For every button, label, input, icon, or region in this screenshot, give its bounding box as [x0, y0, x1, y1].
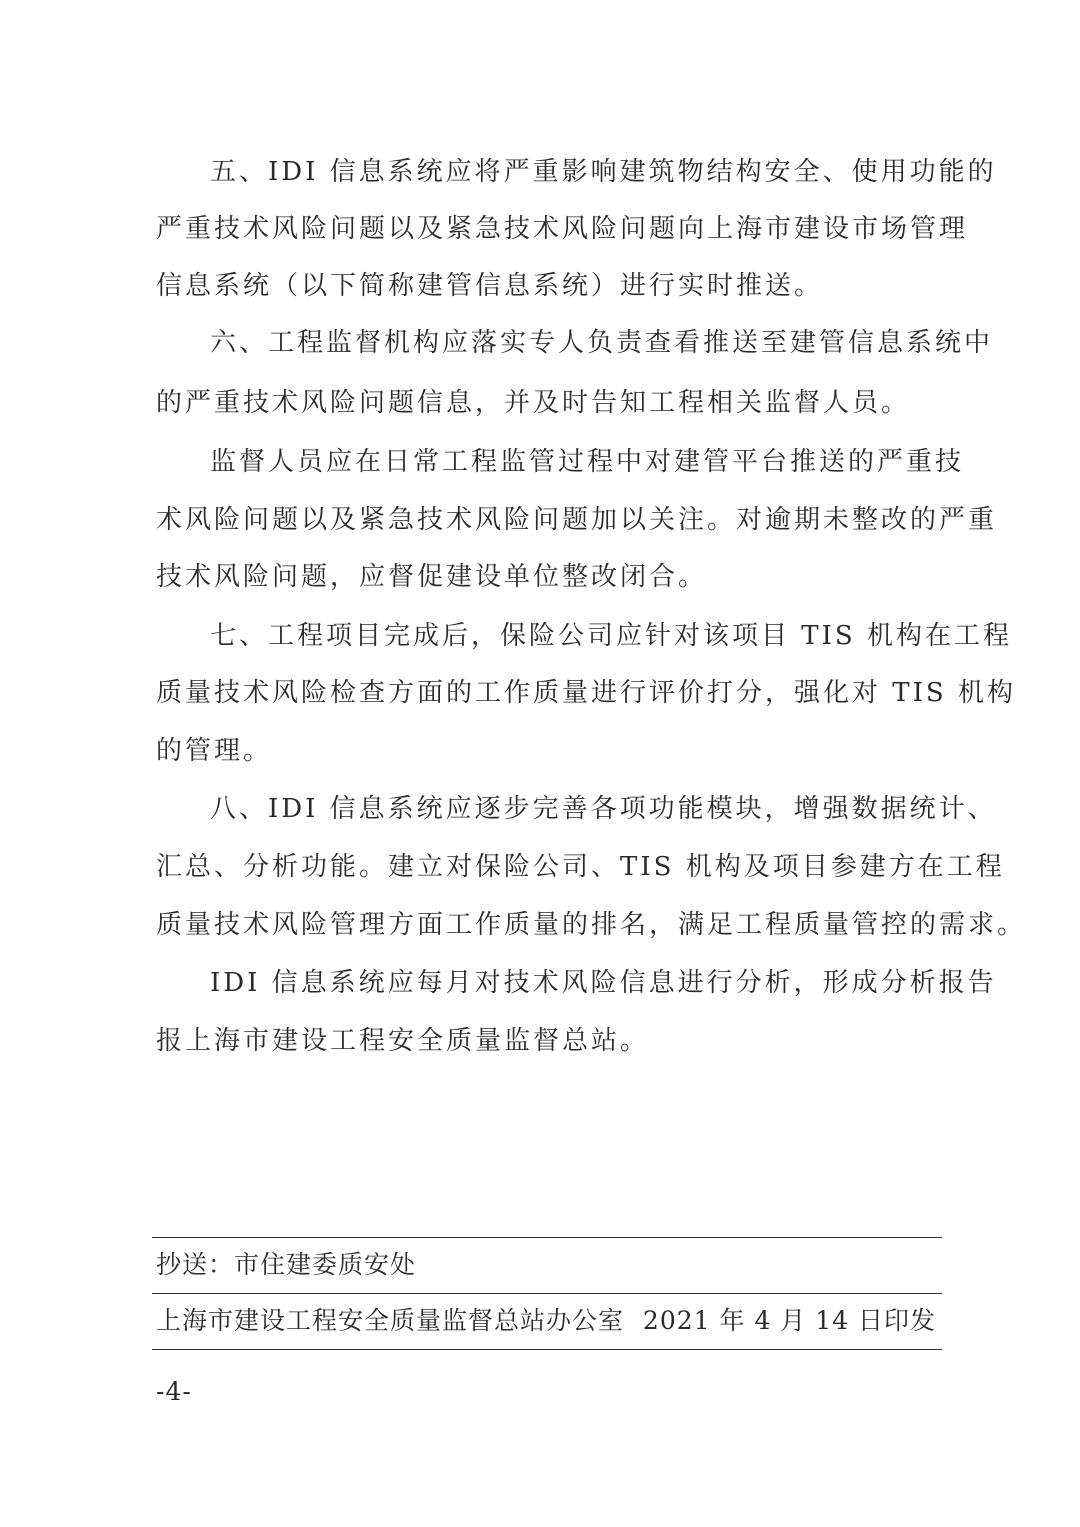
page-number: -4-	[156, 1377, 192, 1406]
issue-date: 2021 年 4 月 14 日印发	[642, 1306, 936, 1335]
paragraph-line: 七、工程项目完成后，保险公司应针对该项目 TIS 机构在工程	[210, 621, 1012, 651]
footer-top-rule	[152, 1237, 942, 1238]
paragraph-line: 八、IDI 信息系统应逐步完善各项功能模块，增强数据统计、	[210, 794, 997, 824]
paragraph-line: 六、工程监督机构应落实专人负责查看推送至建管信息系统中	[210, 328, 994, 358]
paragraph-line: 监督人员应在日常工程监管过程中对建管平台推送的严重技	[210, 447, 965, 477]
paragraph-line: IDI 信息系统应每月对技术风险信息进行分析，形成分析报告	[210, 968, 997, 998]
paragraph-line: 质量技术风险管理方面工作质量的排名，满足工程质量管控的需求。	[156, 910, 1027, 940]
paragraph-line: 严重技术风险问题以及紧急技术风险问题向上海市建设市场管理	[156, 214, 969, 244]
paragraph-line: 信息系统（以下简称建管信息系统）进行实时推送。	[156, 271, 824, 301]
footer-bottom-rule	[152, 1349, 942, 1350]
paragraph-line: 五、IDI 信息系统应将严重影响建筑物结构安全、使用功能的	[210, 157, 997, 187]
footer-middle-rule	[152, 1293, 942, 1294]
paragraph-line: 质量技术风险检查方面的工作质量进行评价打分，强化对 TIS 机构	[156, 678, 1016, 708]
cc-line: 抄送：市住建委质安处	[156, 1250, 417, 1279]
paragraph-line: 的严重技术风险问题信息，并及时告知工程相关监督人员。	[156, 388, 911, 418]
paragraph-line: 汇总、分析功能。建立对保险公司、TIS 机构及项目参建方在工程	[156, 852, 1005, 882]
issuer-name: 上海市建设工程安全质量监督总站办公室	[156, 1306, 625, 1335]
paragraph-line: 的管理。	[156, 736, 273, 766]
paragraph-line: 报上海市建设工程安全质量监督总站。	[156, 1026, 650, 1056]
paragraph-line: 术风险问题以及紧急技术风险问题加以关注。对逾期未整改的严重	[156, 505, 998, 535]
paragraph-line: 技术风险问题，应督促建设单位整改闭合。	[156, 562, 708, 592]
